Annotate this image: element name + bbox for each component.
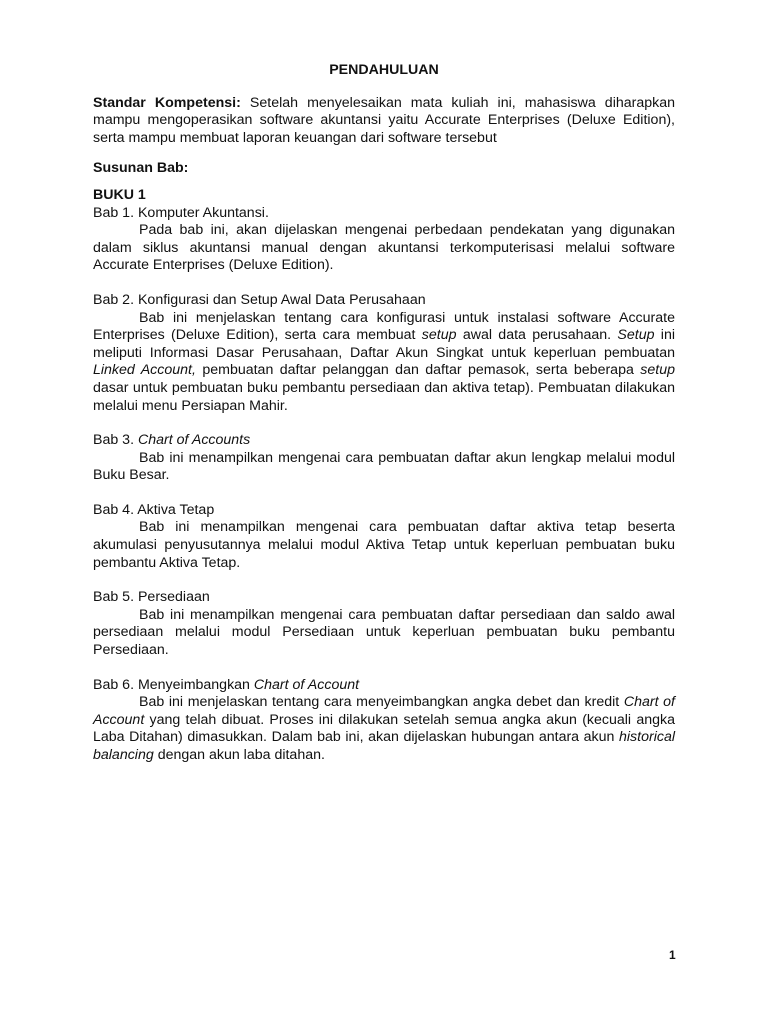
chapter-title: Persediaan: [137, 589, 210, 606]
chapter-title: Komputer Akuntansi.: [137, 204, 269, 221]
italic-term: setup: [421, 327, 457, 344]
description-text: ini meliputi Informasi Dasar Perusahaan, Daftar Akun Singkat untuk keperluan pembuatan: [93, 327, 675, 361]
description-text: dasar untuk pembuatan buku pembantu persediaan dan aktiva tetap). Pembuatan dilakukan melalui menu Persiapan Mahir.: [93, 379, 675, 414]
chapter-description: [93, 310, 675, 416]
susunan-bab-heading: Susunan Bab:: [93, 160, 189, 177]
chapter-description: [93, 222, 675, 275]
chapter-heading: [93, 677, 675, 695]
chapter-number: Bab 1.: [93, 204, 138, 221]
description-text: Bab ini menampilkan mengenai cara pembuatan daftar akun lengkap melalui modul Buku Besar.: [93, 449, 675, 484]
italic-term: Setup: [617, 327, 655, 344]
chapter-3: [93, 432, 675, 485]
chapter-heading: [93, 432, 675, 450]
italic-term: Chart of Account: [93, 694, 675, 728]
chapter-description: [93, 519, 675, 572]
document-page: [93, 62, 675, 765]
chapter-4: [93, 502, 675, 572]
italic-term: Linked Account,: [93, 362, 196, 379]
italic-term: setup: [640, 362, 675, 379]
chapter-heading: [93, 205, 675, 223]
chapter-2: [93, 292, 675, 415]
description-text: Bab ini menampilkan mengenai cara pembuatan daftar aktiva tetap beserta akumulasi penyusutannya melalui modul Aktiva Tetap untuk keperluan pembuatan buku pembantu Aktiva Tetap.: [93, 519, 675, 571]
buku-heading: BUKU 1: [93, 186, 146, 203]
description-text: Pada bab ini, akan dijelaskan mengenai perbedaan pendekatan yang digunakan dalam siklus akuntansi manual dengan akuntansi terkomputerisasi melalui software Accurate Enterprises (Deluxe Edition).: [93, 222, 675, 274]
chapter-description: [93, 694, 675, 764]
chapter-title: Chart of Accounts: [137, 432, 251, 449]
chapter-5: [93, 589, 675, 659]
chapter-heading: [93, 589, 675, 607]
description-text: Bab ini menjelaskan tentang cara menyeimbangkan angka debet dan kredit: [139, 694, 624, 711]
chapter-description: [93, 607, 675, 660]
chapter-list: [93, 205, 675, 765]
standar-kompetensi-text: Setelah menyelesaikan mata kuliah ini, mahasiswa diharapkan mampu mengoperasikan software akuntansi yaitu Accurate Enterprises (Deluxe Edition), serta mampu membuat laporan keuangan dari software tersebut: [93, 94, 676, 146]
chapter-title: Aktiva Tetap: [137, 501, 215, 518]
chapter-number: Bab 5.: [93, 589, 138, 606]
document-title: PENDAHULUAN: [329, 62, 439, 78]
chapter-number: Bab 6. Menyeimbangkan: [93, 676, 254, 693]
chapter-number: Bab 2.: [93, 291, 138, 308]
standar-kompetensi-label: Standar Kompetensi:: [93, 94, 241, 111]
description-text: dengan akun laba ditahan.: [153, 747, 325, 763]
description-text: awal data perusahaan.: [456, 327, 618, 344]
description-text: Bab ini menampilkan mengenai cara pembuatan daftar persediaan dan saldo awal persediaan melalui modul Persediaan untuk keperluan pembuatan buku pembantu Persediaan.: [93, 606, 675, 659]
chapter-title: Chart of Account: [253, 676, 360, 693]
italic-term: historical balancing: [93, 729, 675, 763]
chapter-1: [93, 205, 675, 275]
description-text: yang telah dibuat. Proses ini dilakukan setelah semua angka akun (kecuali angka Laba Ditahan) dimasukkan. Dalam bab ini, akan dijelaskan hubungan antara akun: [93, 711, 675, 746]
page-number: 1: [669, 948, 676, 962]
description-text: pembuatan daftar pelanggan dan daftar pemasok, serta beberapa: [195, 362, 641, 379]
chapter-description: [93, 450, 675, 485]
chapter-number: Bab 3.: [93, 432, 138, 449]
chapter-number: Bab 4.: [93, 501, 138, 518]
chapter-6: [93, 677, 675, 765]
description-text: Bab ini menjelaskan tentang cara konfigurasi untuk instalasi software Accurate Enterprises (Deluxe Edition), serta cara membuat: [93, 309, 675, 344]
chapter-heading: [93, 502, 675, 520]
chapter-title: Konfigurasi dan Setup Awal Data Perusahaan: [137, 291, 426, 308]
chapter-heading: [93, 292, 675, 310]
standar-kompetensi-paragraph: [93, 95, 675, 148]
